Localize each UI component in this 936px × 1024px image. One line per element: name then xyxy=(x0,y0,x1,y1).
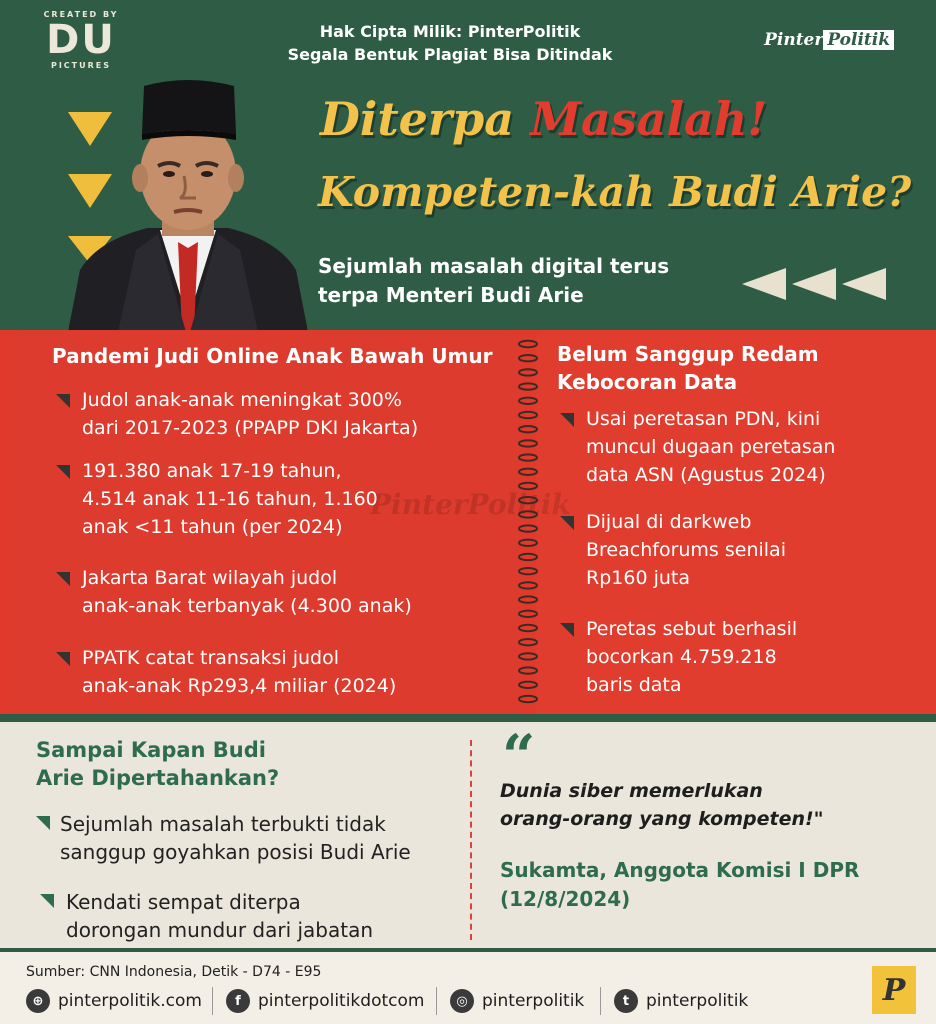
minister-portrait xyxy=(58,70,318,332)
spiral-ring xyxy=(519,682,537,688)
attribution-line-2: (12/8/2024) xyxy=(500,887,631,911)
bullet-line: Rp160 juta xyxy=(586,567,690,589)
cream-arrow-icon xyxy=(792,268,836,300)
bullet-line: dari 2017-2023 (PPAPP DKI Jakarta) xyxy=(82,417,419,439)
spiral-ring xyxy=(519,383,537,389)
quote-icon: “ xyxy=(502,722,536,790)
bullet-line: Usai peretasan PDN, kini xyxy=(586,408,821,430)
bullet-marker-icon xyxy=(40,894,54,908)
bottom-bullet-2 xyxy=(66,888,373,944)
spiral-ring xyxy=(519,525,537,531)
quote-line-2: orang-orang yang kompeten!" xyxy=(500,808,824,830)
bottom-title-line-1: Sampai Kapan Budi xyxy=(36,738,266,762)
social-label: pinterpolitikdotcom xyxy=(258,991,425,1011)
bullet-line: muncul dugaan peretasan xyxy=(586,436,836,458)
bullet-marker-icon xyxy=(56,652,70,666)
bullet-line: PPATK catat transaksi judol xyxy=(82,647,339,669)
right-title-line-2: Kebocoran Data xyxy=(557,370,738,394)
bullet-line: Jakarta Barat wilayah judol xyxy=(82,567,338,589)
spiral-ring xyxy=(519,653,537,659)
logo-pictures: PICTURES xyxy=(50,61,112,70)
spiral-ring xyxy=(519,596,537,602)
watermark: PinterPolitik xyxy=(370,488,571,521)
bottom-title-line-2: Arie Dipertahankan? xyxy=(36,766,280,790)
right-bullet-2 xyxy=(586,508,786,592)
spiral-ring xyxy=(519,554,537,560)
bullet-line: Breachforums senilai xyxy=(586,539,786,561)
bullet-line: Kendati sempat diterpa xyxy=(66,890,301,914)
bullet-marker-icon xyxy=(56,394,70,408)
quote-attribution xyxy=(500,856,859,914)
social-website[interactable] xyxy=(26,989,202,1013)
social-label: pinterpolitik xyxy=(646,991,749,1011)
spiral-ring xyxy=(519,483,537,489)
left-bullet-2 xyxy=(82,457,378,541)
spiral-ring xyxy=(519,355,537,361)
bullet-marker-icon xyxy=(560,413,574,427)
globe-icon: ⊕ xyxy=(26,989,50,1013)
spiral-ring xyxy=(519,667,537,673)
bottom-bullet-1 xyxy=(60,810,411,866)
social-twitter[interactable] xyxy=(614,989,748,1013)
bullet-line: sanggup goyahkan posisi Budi Arie xyxy=(60,840,411,864)
spiral-ring xyxy=(519,469,537,475)
brand-pinter: Pinter xyxy=(764,30,824,50)
bullet-line: anak <11 tahun (per 2024) xyxy=(82,516,343,538)
du-pictures-logo xyxy=(36,10,126,70)
spiral-ring xyxy=(519,696,537,702)
social-instagram[interactable] xyxy=(450,989,584,1013)
right-title-line-1: Belum Sanggup Redam xyxy=(557,342,819,366)
separator xyxy=(436,987,437,1015)
cream-arrow-icon xyxy=(842,268,886,300)
bullet-line: anak-anak Rp293,4 miliar (2024) xyxy=(82,675,397,697)
logo-du: DU xyxy=(46,17,116,63)
spiral-binding-icon xyxy=(517,338,539,710)
spiral-ring xyxy=(519,511,537,517)
quote-line-1: Dunia siber memerlukan xyxy=(500,780,763,802)
copyright-notice xyxy=(260,20,640,66)
right-bullet-3 xyxy=(586,615,797,699)
bullet-marker-icon xyxy=(560,623,574,637)
bullet-line: bocorkan 4.759.218 xyxy=(586,646,777,668)
spiral-ring xyxy=(519,625,537,631)
left-bullet-1 xyxy=(82,386,418,442)
spiral-ring xyxy=(519,540,537,546)
pinterpolitik-p-logo: P xyxy=(872,966,916,1014)
bullet-marker-icon xyxy=(56,465,70,479)
headline-diterpa: Diterpa xyxy=(320,92,531,146)
social-facebook[interactable] xyxy=(226,989,424,1013)
twitter-icon: t xyxy=(614,989,638,1013)
spiral-ring xyxy=(519,440,537,446)
social-label: pinterpolitik.com xyxy=(58,991,202,1011)
bullet-line: Peretas sebut berhasil xyxy=(586,618,798,640)
spiral-ring xyxy=(519,412,537,418)
headline-line-2: Kompeten-kah Budi Arie? xyxy=(318,168,912,216)
attribution-line-1: Sukamta, Anggota Komisi I DPR xyxy=(500,858,860,882)
spiral-ring xyxy=(519,454,537,460)
subtitle-line-1: Sejumlah masalah digital terus xyxy=(318,254,670,278)
bullet-marker-icon xyxy=(560,516,574,530)
quote-text xyxy=(500,777,824,833)
left-bullet-3 xyxy=(82,564,412,620)
headline-line-1 xyxy=(320,92,767,146)
spiral-ring xyxy=(519,341,537,347)
cream-arrow-icon xyxy=(742,268,786,300)
pinterpolitik-brand xyxy=(764,30,894,50)
separator xyxy=(600,987,601,1015)
spiral-ring xyxy=(519,426,537,432)
subtitle-line-2: terpa Menteri Budi Arie xyxy=(318,283,584,307)
facebook-icon: f xyxy=(226,989,250,1013)
left-bullet-4 xyxy=(82,644,396,700)
left-panel-title: Pandemi Judi Online Anak Bawah Umur xyxy=(52,344,493,368)
spiral-ring xyxy=(519,568,537,574)
copyright-line-1: Hak Cipta Milik: PinterPolitik xyxy=(319,22,581,41)
source-credit: Sumber: CNN Indonesia, Detik - D74 - E95 xyxy=(26,964,322,980)
bullet-line: Judol anak-anak meningkat 300% xyxy=(82,389,402,411)
bullet-marker-icon xyxy=(56,572,70,586)
separator xyxy=(212,987,213,1015)
bullet-marker-icon xyxy=(36,816,50,830)
bullet-line: 4.514 anak 11-16 tahun, 1.160 xyxy=(82,488,378,510)
social-label: pinterpolitik xyxy=(482,991,585,1011)
bullet-line: Dijual di darkweb xyxy=(586,511,752,533)
right-panel-title xyxy=(557,340,819,396)
brand-politik: Politik xyxy=(823,30,894,50)
copyright-line-2: Segala Bentuk Plagiat Bisa Ditindak xyxy=(287,45,613,64)
bullet-line: Sejumlah masalah terbukti tidak xyxy=(60,812,386,836)
spiral-ring xyxy=(519,582,537,588)
bullet-line: 191.380 anak 17-19 tahun, xyxy=(82,460,342,482)
spiral-ring xyxy=(519,398,537,404)
headline-masalah: Masalah! xyxy=(530,92,768,146)
dashed-divider xyxy=(470,740,472,940)
bullet-line: baris data xyxy=(586,674,682,696)
bullet-line: data ASN (Agustus 2024) xyxy=(586,464,826,486)
bullet-line: dorongan mundur dari jabatan xyxy=(66,918,374,942)
spiral-ring xyxy=(519,611,537,617)
right-bullet-1 xyxy=(586,405,835,489)
spiral-ring xyxy=(519,369,537,375)
spiral-ring xyxy=(519,497,537,503)
bottom-left-title xyxy=(36,736,279,792)
bullet-line: anak-anak terbanyak (4.300 anak) xyxy=(82,595,412,617)
spiral-ring xyxy=(519,639,537,645)
logo-created-by: CREATED BY xyxy=(43,10,119,19)
instagram-icon: ◎ xyxy=(450,989,474,1013)
subtitle xyxy=(318,252,718,310)
footer xyxy=(0,952,936,1024)
